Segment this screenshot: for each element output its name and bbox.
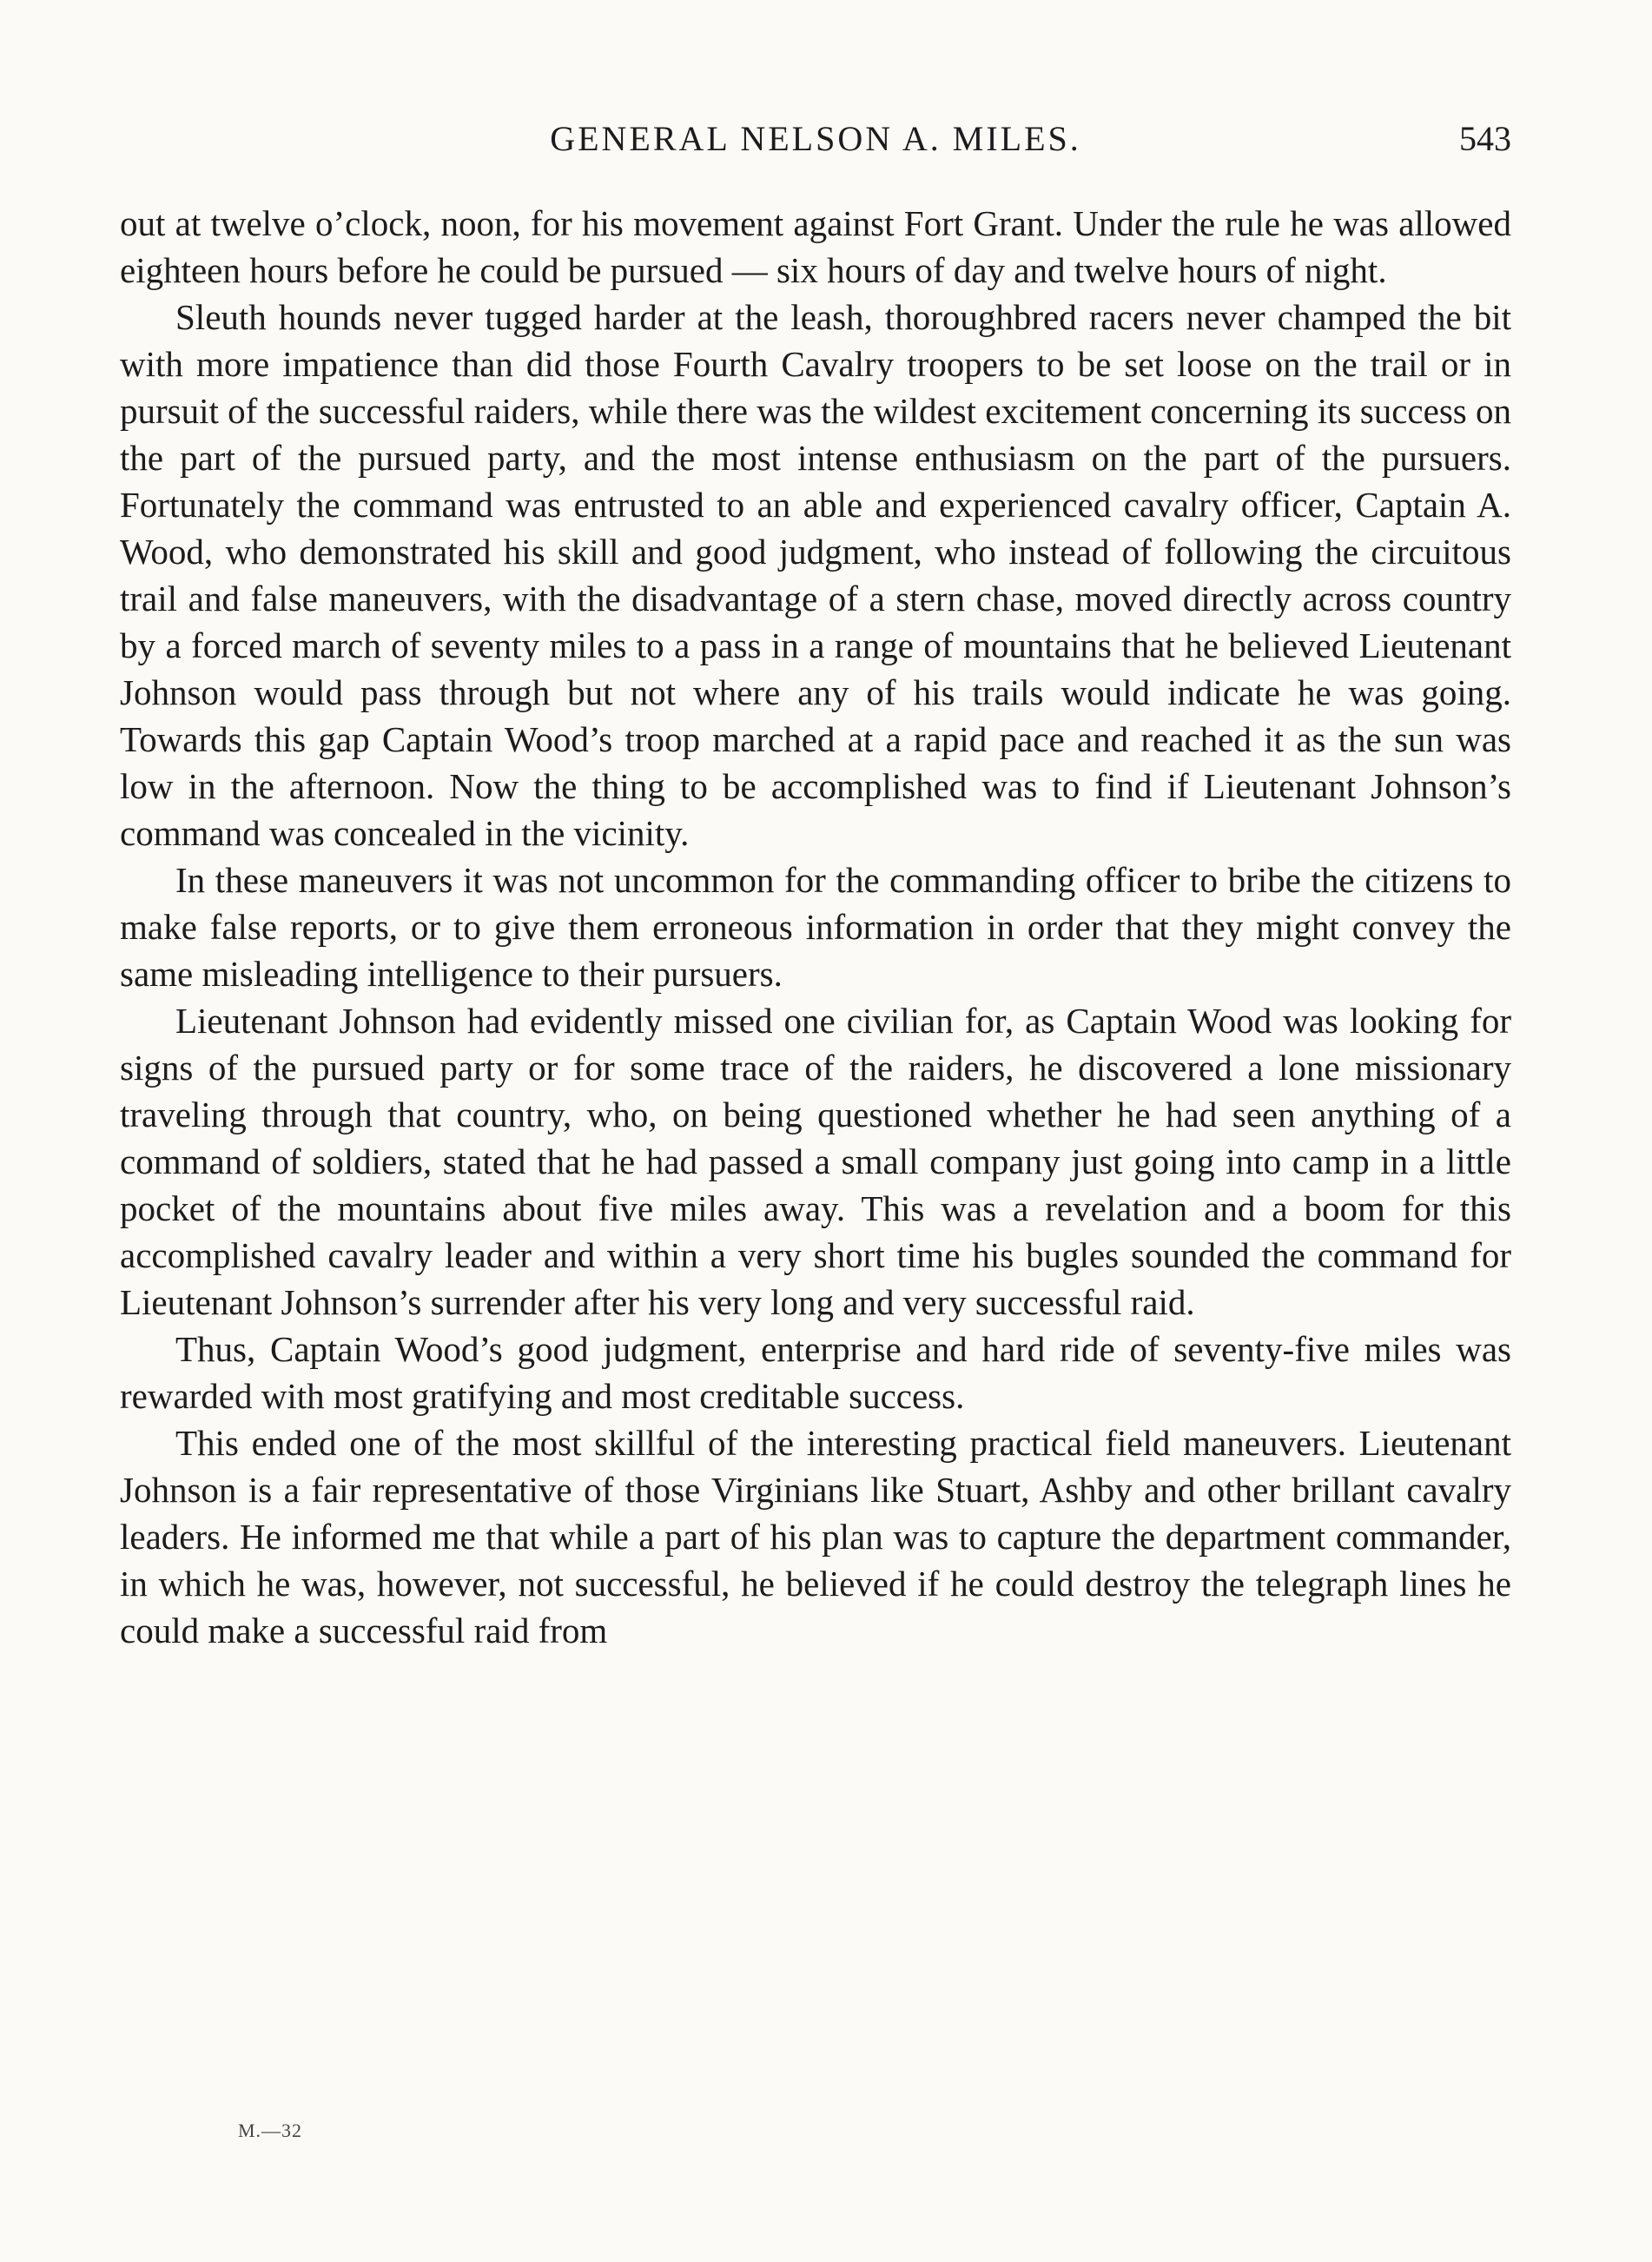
paragraph-1: out at twelve o’clock, noon, for his movement against Fort Grant. Under the rule he was allowed eighteen hours before he could be pursued — six hours of day and twelve hours of night. [120, 203, 1511, 290]
paragraph-4: Lieutenant Johnson had evidently missed one civilian for, as Captain Wood was looking for signs of the pursued party or for some trace of the raiders, he discovered a lone missionary traveling through that country, who, on being questioned whether he had seen anything of a command of soldiers, stated that he had passed a small company just going into camp in a little pocket of the mountains about five miles away. This was a revelation and a boom for this accomplished cavalry leader and within a very short time his bugles sounded the command for Lieutenant Johnson’s surrender after his very long and very successful raid. [120, 1001, 1511, 1322]
paragraph-2: Sleuth hounds never tugged harder at the leash, thoroughbred racers never champed the bit with more impatience than did those Fourth Cavalry troopers to be set loose on the trail or in pursuit of the successful raiders, while there was the wildest excitement concerning its success on the part of the pursued party, and the most intense enthusiasm on the part of the pursuers. Fortunately the command was entrusted to an able and experienced cavalry officer, Captain A. Wood, who demonstrated his skill and good judgment, who instead of following the circuitous trail and false maneuvers, with the disadvantage of a stern chase, moved directly across country by a forced march of seventy miles to a pass in a range of mountains that he believed Lieutenant Johnson would pass through but not where any of his trails would indicate he was going. Towards this gap Captain Wood’s troop marched at a rapid pace and reached it as the sun was low in the afternoon. Now the thing to be accomplished was to find if Lieutenant Johnson’s command was concealed in the vicinity. [120, 297, 1511, 853]
body-text [120, 200, 1511, 1654]
page-number: 543 [1459, 119, 1511, 158]
signature-mark: M.—32 [238, 2120, 303, 2141]
running-title: GENERAL NELSON A. MILES. [550, 119, 1081, 158]
paragraph-3: In these maneuvers it was not uncommon for the commanding officer to bribe the citizens to make false reports, or to give them erroneous information in order that they might convey the same misleading intelligence to their pursuers. [120, 860, 1511, 994]
paragraph-5: Thus, Captain Wood’s good judgment, enterprise and hard ride of seventy-five miles was rewarded with most gratifying and most creditable success. [120, 1329, 1511, 1416]
paragraph-6: This ended one of the most skillful of the interesting practical field maneuvers. Lieutenant Johnson is a fair representative of those Virginians like Stuart, Ashby and other brillant cavalry leaders. He informed me that while a part of his plan was to capture the department commander, in which he was, however, not successful, he believed if he could destroy the telegraph lines he could make a successful raid from [120, 1423, 1511, 1650]
page-header [120, 113, 1511, 165]
